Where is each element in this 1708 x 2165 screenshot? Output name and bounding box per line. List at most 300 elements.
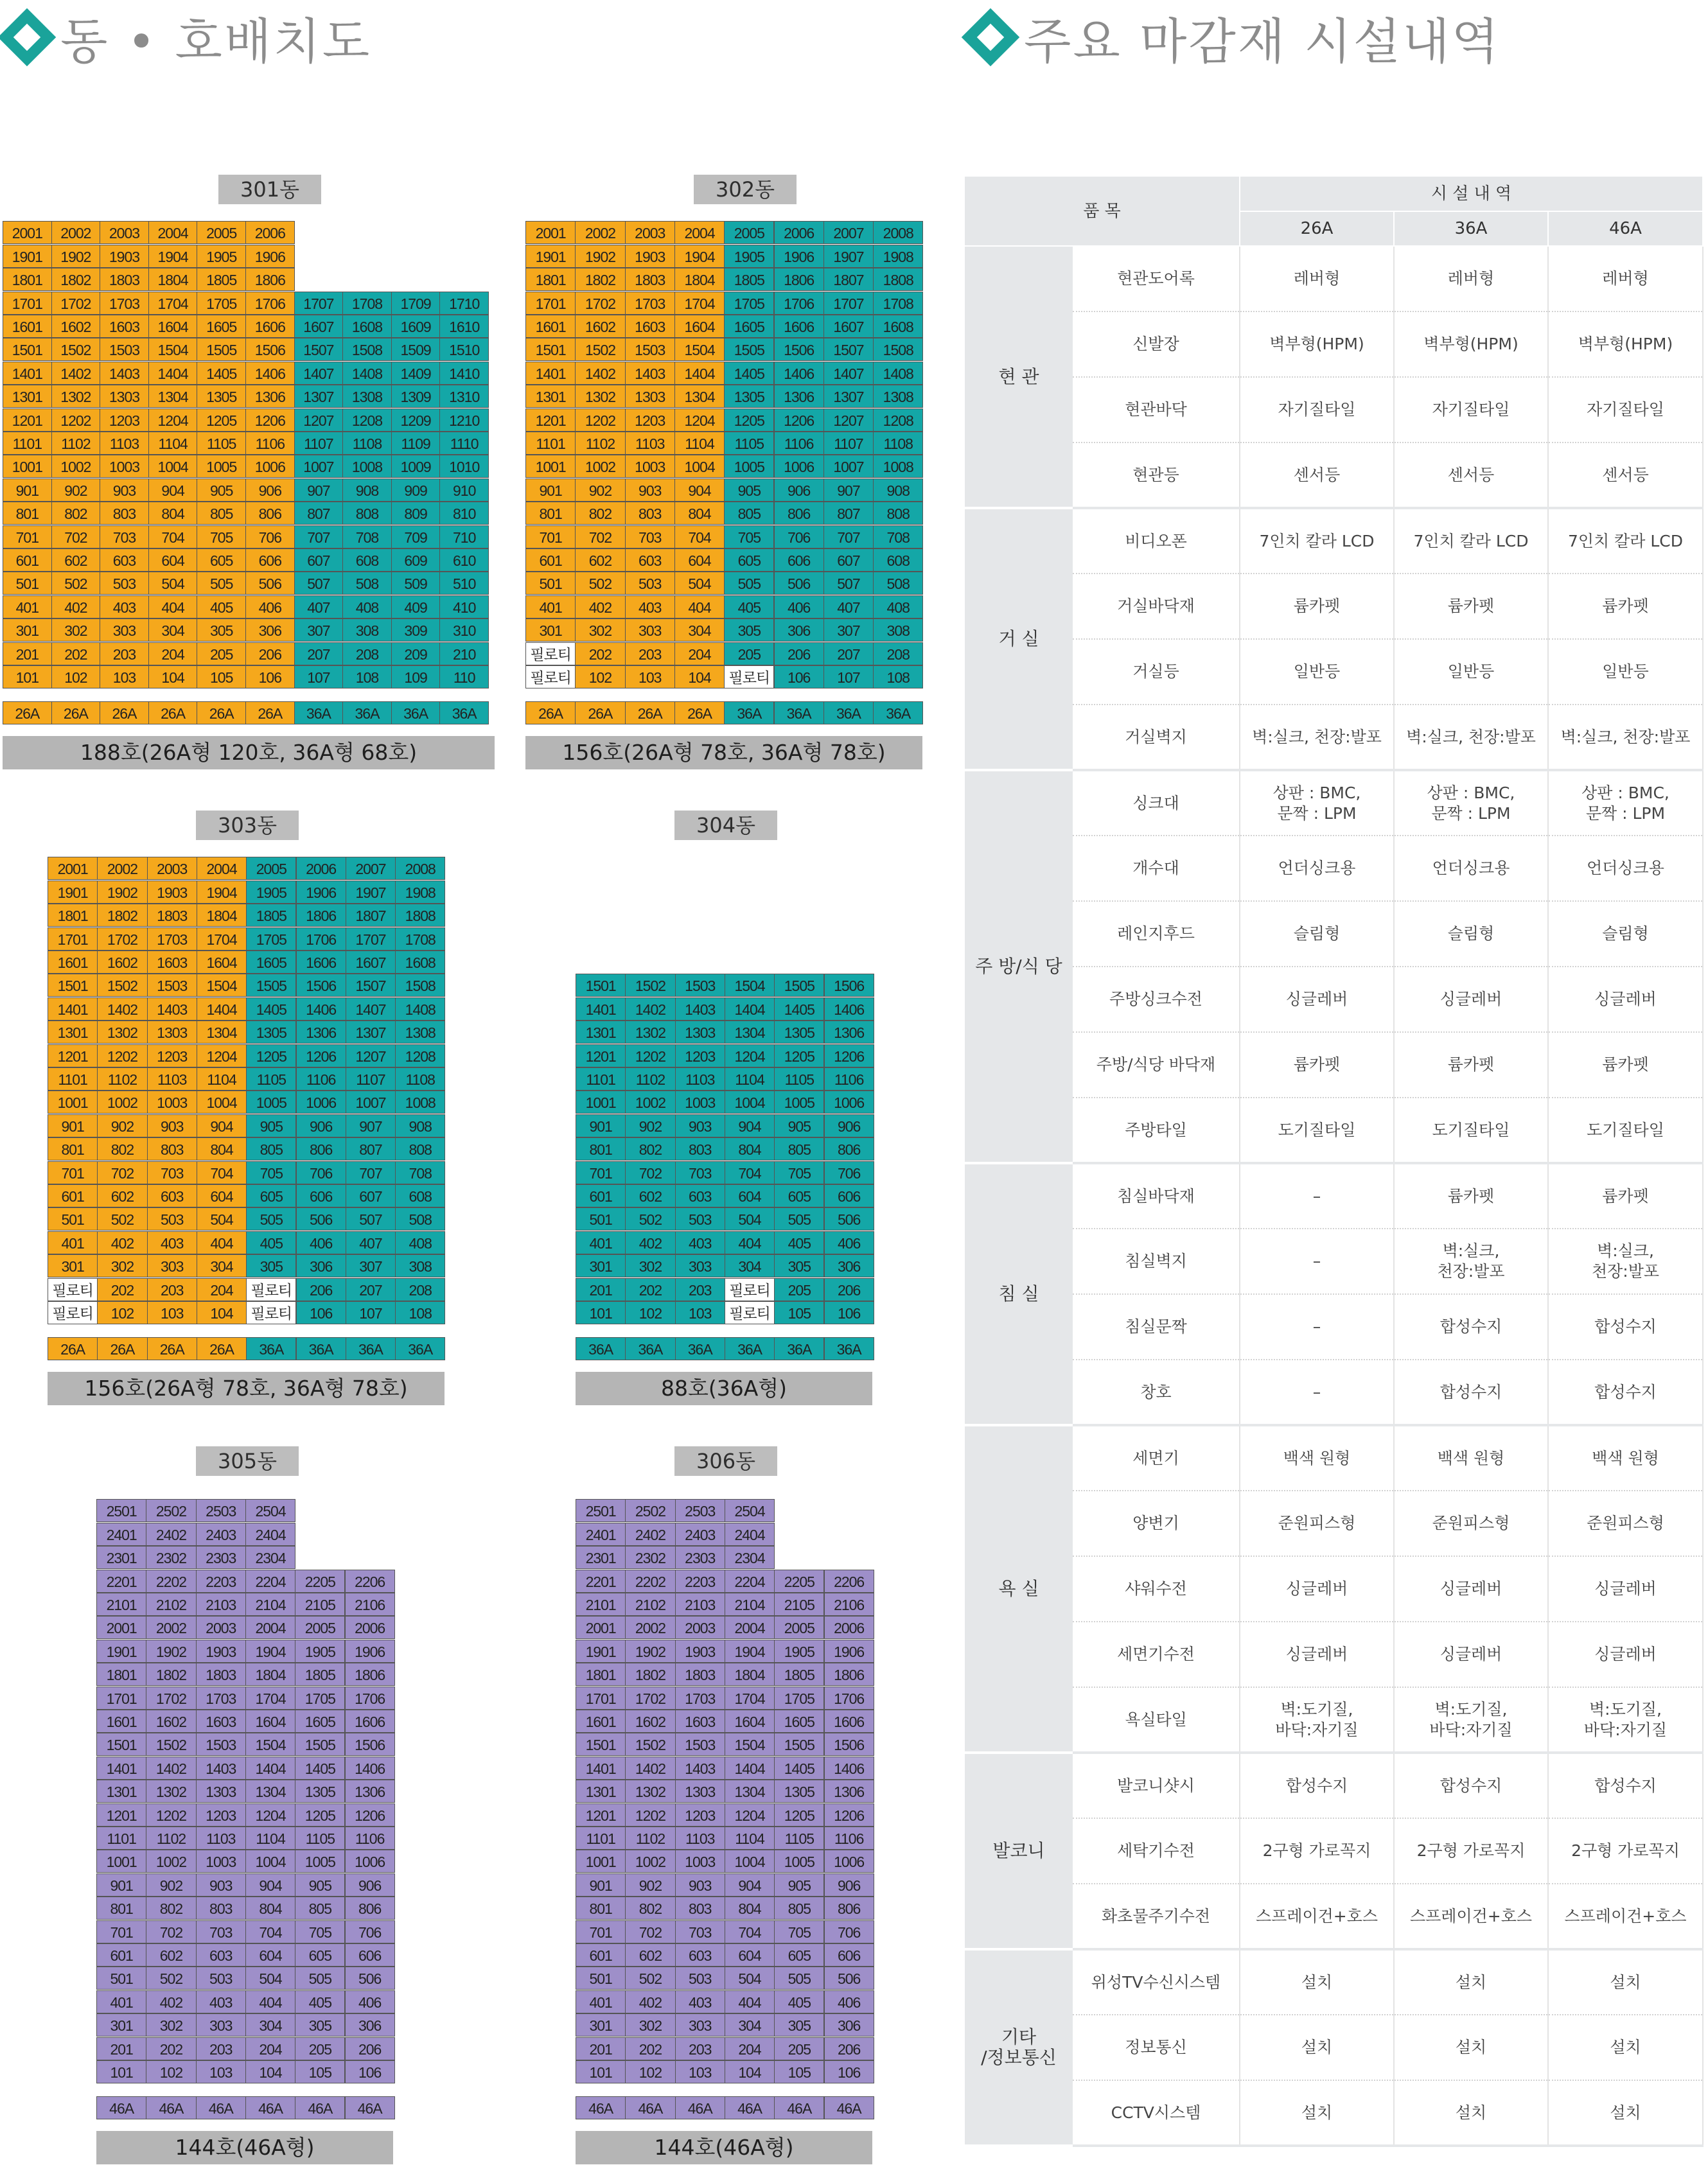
unit-cell: 705 [197,525,246,548]
unit-cell: 303 [100,618,149,642]
spec-row [965,2015,1703,2080]
unit-cell: 301 [525,618,576,642]
unit-cell: 1003 [147,1091,197,1114]
building-name: 304동 [674,811,777,840]
piloti-cell: 필로티 [725,1278,775,1301]
unit-cell: 1303 [675,1021,725,1044]
spec-item: 개수대 [1073,836,1240,901]
unit-cell: 603 [147,1184,197,1207]
unit-cell: 104 [674,665,725,688]
unit-cell: 401 [48,1231,98,1254]
unit-cell: 1003 [675,1850,725,1873]
unit-cell: 705 [774,1920,824,1943]
spec-row [965,1032,1703,1098]
unit-cell: 2303 [675,1546,725,1569]
spec-value: 싱글레버 [1548,967,1703,1032]
spec-value: 합성수지 [1394,1294,1548,1360]
unit-type-label: 26A [197,1337,247,1360]
spec-value: 벽:실크, 천장:발포 [1394,1229,1548,1294]
unit-cell: 1802 [146,1663,196,1686]
unit-cell: 2103 [196,1593,246,1616]
spec-row [965,1491,1703,1556]
unit-cell: 704 [725,1161,775,1184]
spec-row [965,246,1703,311]
unit-type-label: 36A [246,1337,296,1360]
unit-cell: 503 [675,1967,725,1990]
unit-cell: 603 [100,548,149,572]
unit-cell: 2006 [296,857,346,880]
unit-cell: 1904 [197,881,247,904]
header-type-26a: 26A [1240,211,1394,246]
unit-cell: 1805 [246,904,296,927]
unit-cell: 708 [342,525,392,548]
unit-cell: 1704 [148,292,198,315]
unit-cell: 901 [576,1114,626,1137]
unit-type-label: 26A [625,701,675,724]
unit-cell: 306 [824,1254,874,1277]
unit-cell: 207 [346,1278,396,1301]
unit-cell: 1907 [346,881,396,904]
unit-cell: 1302 [625,1780,675,1803]
spec-value: 7인치 칼라 LCD [1394,508,1548,574]
unit-cell: 1301 [96,1780,146,1803]
unit-cell: 305 [774,1254,824,1277]
unit-cell: 403 [625,595,675,618]
unit-cell: 1301 [3,385,52,408]
unit-cell: 1404 [725,997,775,1021]
unit-cell: 1506 [345,1733,395,1756]
unit-cell: 1403 [196,1757,246,1780]
unit-type-label: 46A [576,2096,626,2119]
unit-cell: 1801 [525,268,576,291]
unit-cell: 702 [97,1161,147,1184]
unit-cell: 204 [674,642,725,665]
unit-cell: 1703 [625,292,675,315]
unit-cell: 1105 [774,1827,824,1850]
spec-value: 설치 [1240,2080,1394,2146]
spec-category: 발코니 [965,1753,1073,1949]
unit-cell: 301 [576,1254,626,1277]
unit-cell: 302 [625,1254,675,1277]
unit-cell: 205 [774,2037,824,2060]
unit-cell: 208 [873,642,923,665]
unit-cell: 1706 [296,927,346,951]
unit-cell: 1302 [625,1021,675,1044]
unit-cell: 501 [576,1207,626,1231]
unit-cell: 2304 [725,1546,775,1569]
unit-cell: 1207 [823,408,874,432]
unit-cell: 202 [146,2037,196,2060]
unit-cell: 1005 [774,1850,824,1873]
spec-value: 벽부형(HPM) [1548,311,1703,377]
unit-cell: 1304 [725,1780,775,1803]
unit-cell: 2005 [724,221,774,244]
unit-cell: 602 [51,548,101,572]
unit-cell: 1601 [96,1710,146,1733]
unit-cell: 108 [395,1301,445,1324]
spec-value: 2구형 가로꼭지 [1240,1818,1394,1884]
unit-cell: 405 [246,1231,296,1254]
unit-cell: 103 [675,1301,725,1324]
unit-cell: 401 [3,595,52,618]
spec-row [965,1687,1703,1753]
spec-value: 싱글레버 [1240,967,1394,1032]
unit-cell: 1802 [97,904,147,927]
unit-cell: 1806 [345,1663,395,1686]
unit-cell: 303 [675,2013,725,2037]
spec-item: 거실벽지 [1073,705,1240,770]
unit-cell: 1306 [345,1780,395,1803]
unit-cell: 1802 [51,268,101,291]
unit-cell: 1703 [675,1687,725,1710]
unit-cell: 409 [391,595,441,618]
unit-cell: 1304 [725,1021,775,1044]
unit-cell: 704 [148,525,198,548]
unit-cell: 709 [391,525,441,548]
unit-cell: 702 [625,1920,675,1943]
unit-type-label: 46A [725,2096,775,2119]
unit-cell: 501 [3,572,52,595]
unit-cell: 1901 [525,245,576,268]
unit-cell: 703 [100,525,149,548]
spec-value: 설치 [1394,2015,1548,2080]
unit-cell: 706 [245,525,295,548]
unit-cell: 1904 [674,245,725,268]
unit-cell: 708 [395,1161,445,1184]
spec-item: 양변기 [1073,1491,1240,1556]
unit-cell: 202 [51,642,101,665]
spec-item: 싱크대 [1073,770,1240,836]
unit-type-label: 26A [100,701,149,724]
spec-item: 현관도어록 [1073,246,1240,311]
unit-cell: 1102 [625,1827,675,1850]
unit-cell: 802 [146,1897,196,1920]
unit-cell: 606 [245,548,295,572]
unit-cell: 301 [96,2013,146,2037]
unit-cell: 701 [576,1161,626,1184]
unit-cell: 1305 [295,1780,345,1803]
unit-cell: 1308 [395,1021,445,1044]
unit-cell: 1406 [774,362,824,385]
unit-cell: 2302 [625,1546,675,1569]
unit-cell: 2106 [824,1593,874,1616]
unit-cell: 1503 [675,974,725,997]
unit-cell: 1303 [625,385,675,408]
unit-cell: 605 [295,1943,345,1967]
spec-value: 설치 [1240,2015,1394,2080]
unit-cell: 904 [148,478,198,502]
piloti-cell: 필로티 [725,1301,775,1324]
unit-type-label: 46A [774,2096,824,2119]
unit-cell: 1106 [345,1827,395,1850]
unit-cell: 1001 [48,1091,98,1114]
unit-cell: 602 [575,548,625,572]
unit-cell: 302 [51,618,101,642]
unit-cell: 605 [197,548,246,572]
unit-cell: 1205 [246,1044,296,1067]
unit-cell: 1805 [295,1663,345,1686]
unit-cell: 1306 [824,1021,874,1044]
unit-cell: 1104 [725,1827,775,1850]
unit-cell: 602 [625,1943,675,1967]
unit-cell: 1606 [774,315,824,338]
unit-cell: 1808 [873,268,923,291]
spec-value: 준원피스형 [1394,1491,1548,1556]
unit-type-label: 46A [345,2096,395,2119]
unit-cell: 1710 [439,292,489,315]
unit-cell: 2004 [674,221,725,244]
unit-cell: 1201 [96,1803,146,1827]
unit-cell: 607 [823,548,874,572]
unit-cell: 1308 [873,385,923,408]
unit-cell: 1201 [48,1044,98,1067]
unit-cell: 703 [196,1920,246,1943]
spec-row [965,1294,1703,1360]
unit-cell: 1002 [51,455,101,478]
unit-cell: 402 [575,595,625,618]
unit-cell: 801 [525,502,576,525]
unit-cell: 301 [48,1254,98,1277]
unit-cell: 1603 [675,1710,725,1733]
unit-type-label: 36A [576,1337,626,1360]
unit-cell: 1906 [824,1640,874,1663]
unit-cell: 1905 [246,881,296,904]
unit-cell: 1206 [824,1044,874,1067]
unit-cell: 101 [96,2060,146,2083]
unit-cell: 2104 [725,1593,775,1616]
unit-cell: 1801 [576,1663,626,1686]
unit-cell: 2301 [96,1546,146,1569]
unit-cell: 303 [196,2013,246,2037]
spec-item: 레인지후드 [1073,901,1240,967]
unit-cell: 601 [576,1184,626,1207]
spec-value: 륨카펫 [1548,1032,1703,1098]
unit-cell: 1907 [823,245,874,268]
unit-cell: 203 [147,1278,197,1301]
unit-cell: 607 [294,548,344,572]
unit-type-label: 36A [395,1337,445,1360]
unit-cell: 902 [97,1114,147,1137]
unit-cell: 403 [147,1231,197,1254]
unit-cell: 405 [197,595,246,618]
unit-cell: 1804 [148,268,198,291]
unit-type-label: 36A [675,1337,725,1360]
unit-cell: 2007 [823,221,874,244]
unit-cell: 2504 [245,1499,295,1522]
unit-cell: 602 [146,1943,196,1967]
unit-cell: 508 [342,572,392,595]
unit-cell: 305 [774,2013,824,2037]
unit-cell: 1408 [395,997,445,1021]
unit-cell: 1303 [100,385,149,408]
unit-cell: 2503 [675,1499,725,1522]
unit-cell: 1707 [294,292,344,315]
unit-cell: 507 [346,1207,396,1231]
spec-value: 준원피스형 [1548,1491,1703,1556]
piloti-cell: 필로티 [724,665,774,688]
unit-cell: 801 [576,1897,626,1920]
unit-cell: 404 [725,1231,775,1254]
unit-cell: 1501 [96,1733,146,1756]
unit-cell: 1004 [725,1091,775,1114]
unit-cell: 1004 [148,455,198,478]
unit-cell: 1403 [625,362,675,385]
unit-cell: 605 [724,548,774,572]
unit-cell: 806 [774,502,824,525]
unit-cell: 1405 [295,1757,345,1780]
unit-cell: 1009 [391,455,441,478]
unit-cell: 1506 [824,1733,874,1756]
unit-cell: 1002 [625,1850,675,1873]
unit-cell: 1801 [96,1663,146,1686]
unit-cell: 1202 [97,1044,147,1067]
unit-type-label: 36A [391,701,441,724]
unit-cell: 202 [625,2037,675,2060]
unit-cell: 1602 [625,1710,675,1733]
unit-cell: 2403 [675,1523,725,1546]
unit-cell: 1608 [342,315,392,338]
unit-cell: 905 [295,1873,345,1897]
unit-cell: 505 [246,1207,296,1231]
unit-cell: 103 [100,665,149,688]
unit-cell: 2202 [146,1570,196,1593]
unit-cell: 1904 [725,1640,775,1663]
unit-cell: 906 [296,1114,346,1137]
unit-cell: 2005 [246,857,296,880]
unit-cell: 502 [146,1967,196,1990]
spec-value: 도기질타일 [1548,1098,1703,1163]
unit-cell: 2101 [576,1593,626,1616]
unit-cell: 301 [3,618,52,642]
unit-cell: 202 [625,1278,675,1301]
unit-cell: 406 [824,1231,874,1254]
unit-cell: 1001 [576,1091,626,1114]
unit-cell: 907 [294,478,344,502]
unit-cell: 1803 [100,268,149,291]
unit-cell: 803 [675,1897,725,1920]
unit-type-label: 36A [724,701,774,724]
unit-cell: 808 [342,502,392,525]
unit-cell: 504 [197,1207,247,1231]
spec-value: 도기질타일 [1394,1098,1548,1163]
unit-cell: 206 [824,2037,874,2060]
unit-cell: 1501 [48,974,98,997]
spec-value: 센서등 [1548,443,1703,508]
unit-cell: 704 [725,1920,775,1943]
unit-cell: 1106 [824,1827,874,1850]
unit-cell: 1701 [48,927,98,951]
unit-cell: 203 [675,1278,725,1301]
unit-cell: 704 [674,525,725,548]
unit-cell: 1905 [774,1640,824,1663]
unit-cell: 1304 [197,1021,247,1044]
unit-cell: 1404 [245,1757,295,1780]
unit-cell: 1806 [824,1663,874,1686]
unit-cell: 604 [197,1184,247,1207]
unit-cell: 1304 [674,385,725,408]
spec-value: 슬림형 [1240,901,1394,967]
unit-cell: 1805 [774,1663,824,1686]
unit-cell: 105 [774,1301,824,1324]
unit-cell: 601 [3,548,52,572]
spec-value: 싱글레버 [1548,1622,1703,1687]
spec-value: 륨카펫 [1548,1163,1703,1229]
unit-cell: 1206 [245,408,295,432]
unit-cell: 1406 [296,997,346,1021]
unit-cell: 403 [675,1990,725,2013]
unit-cell: 1202 [575,408,625,432]
unit-cell: 1604 [148,315,198,338]
unit-cell: 1608 [873,315,923,338]
unit-cell: 1705 [246,927,296,951]
unit-cell: 1504 [725,1733,775,1756]
unit-cell: 1202 [51,408,101,432]
unit-cell: 808 [873,502,923,525]
header-type-36a: 36A [1394,211,1548,246]
unit-cell: 1501 [3,338,52,361]
unit-cell: 1508 [342,338,392,361]
unit-cell: 501 [96,1967,146,1990]
unit-cell: 1902 [146,1640,196,1663]
spec-row [965,1949,1703,2015]
unit-cell: 1108 [395,1067,445,1091]
unit-cell: 1708 [342,292,392,315]
unit-cell: 2002 [97,857,147,880]
unit-cell: 406 [296,1231,346,1254]
unit-cell: 204 [725,2037,775,2060]
unit-cell: 408 [873,595,923,618]
unit-cell: 1901 [96,1640,146,1663]
unit-cell: 1405 [246,997,296,1021]
unit-cell: 1401 [3,362,52,385]
unit-cell: 404 [197,1231,247,1254]
unit-cell: 901 [3,478,52,502]
spec-row [965,377,1703,443]
unit-cell: 1504 [725,974,775,997]
unit-cell: 2301 [576,1546,626,1569]
unit-cell: 1609 [391,315,441,338]
unit-cell: 2006 [345,1616,395,1639]
diamond-bullet-icon [962,8,1020,67]
unit-cell: 1505 [724,338,774,361]
unit-cell: 202 [575,642,625,665]
spec-value: 도기질타일 [1240,1098,1394,1163]
unit-cell: 2104 [245,1593,295,1616]
unit-cell: 506 [824,1967,874,1990]
unit-cell: 1702 [146,1687,196,1710]
spec-item: 침실바닥재 [1073,1163,1240,1229]
unit-cell: 906 [245,478,295,502]
spec-row [965,1098,1703,1163]
unit-cell: 806 [824,1897,874,1920]
unit-cell: 703 [675,1161,725,1184]
unit-cell: 1701 [525,292,576,315]
unit-cell: 1306 [245,385,295,408]
unit-cell: 1703 [196,1687,246,1710]
spec-row [965,1425,1703,1491]
spec-value: 싱글레버 [1240,1622,1394,1687]
unit-cell: 1002 [146,1850,196,1873]
unit-cell: 704 [245,1920,295,1943]
unit-cell: 1301 [48,1021,98,1044]
unit-cell: 1501 [576,974,626,997]
unit-cell: 1902 [575,245,625,268]
unit-cell: 1605 [295,1710,345,1733]
unit-cell: 405 [295,1990,345,2013]
unit-cell: 1504 [148,338,198,361]
unit-cell: 1103 [625,432,675,455]
spec-value: 스프레이건+호스 [1240,1884,1394,1949]
